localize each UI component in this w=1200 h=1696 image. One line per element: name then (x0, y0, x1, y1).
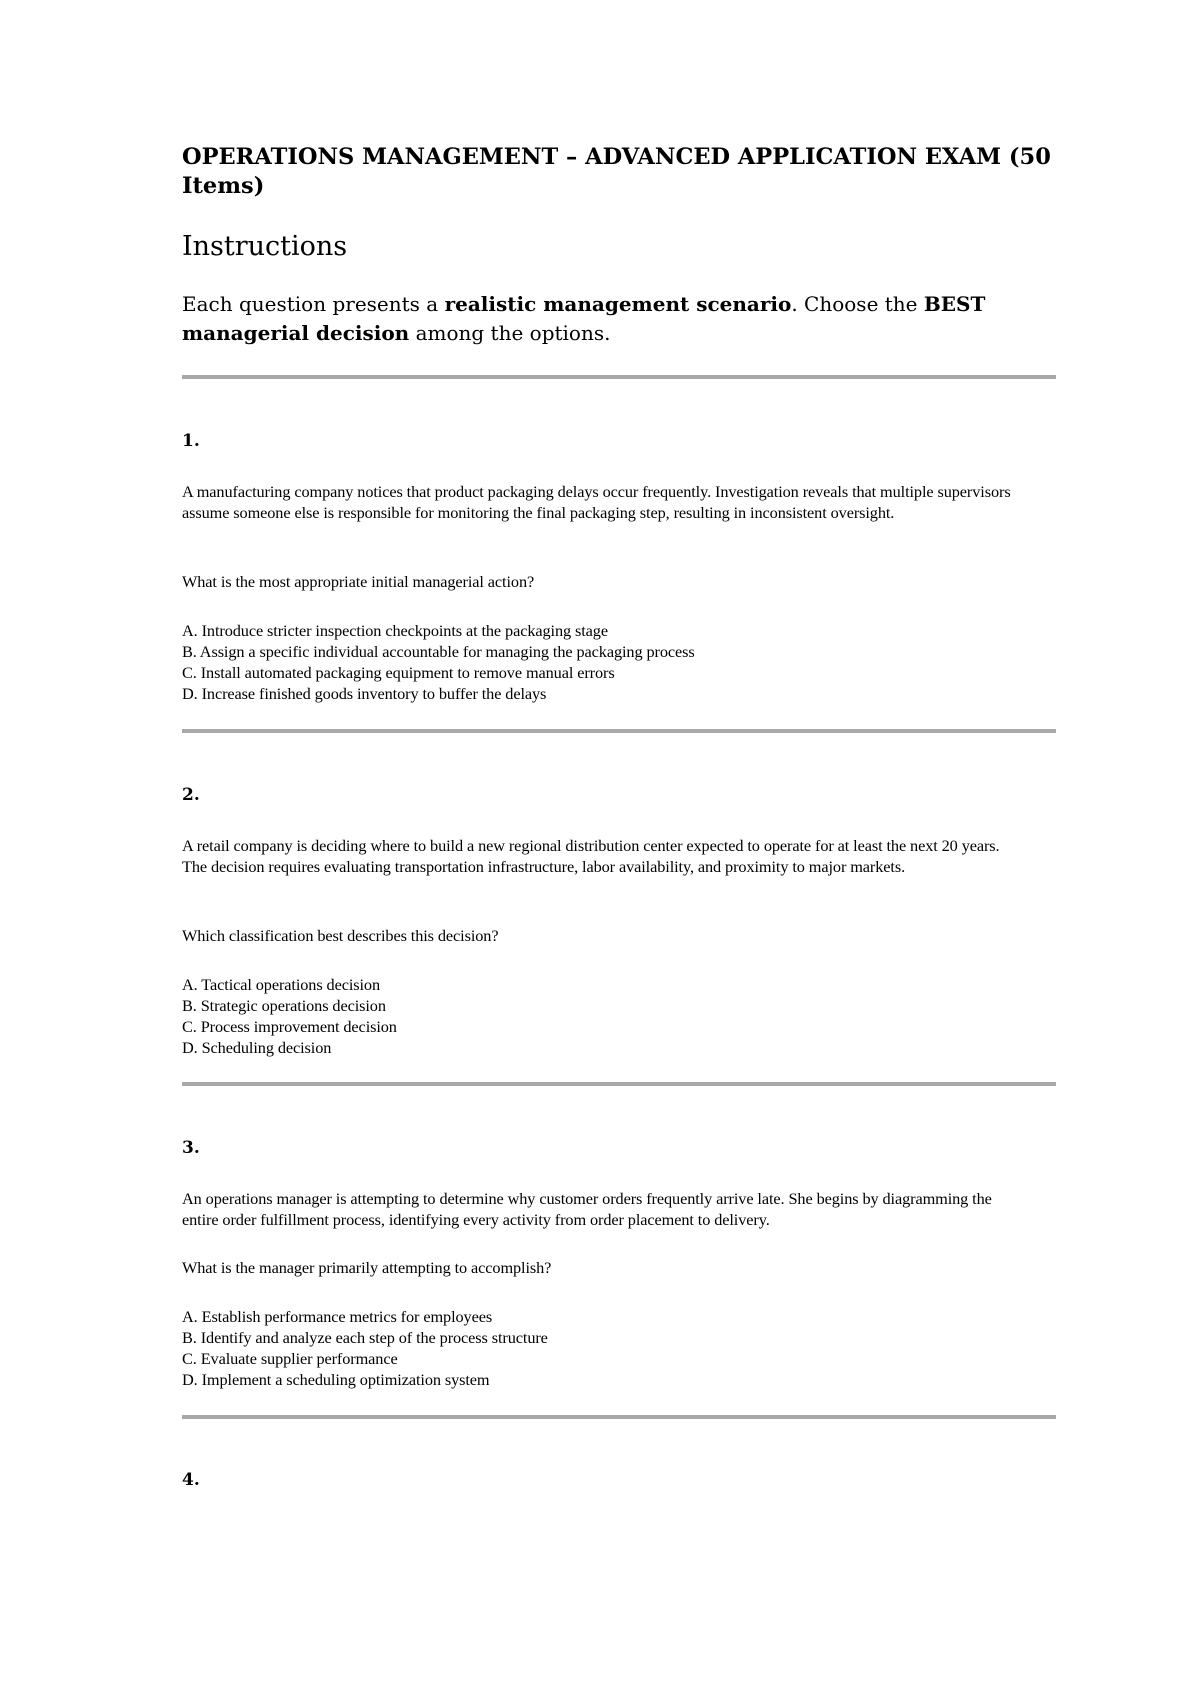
answer-options (182, 974, 1022, 1058)
instructions-text (182, 290, 1062, 348)
instructions-part: among the options. (409, 321, 611, 345)
instructions-emphasis: BEST managerial decision (182, 292, 986, 345)
answer-option: B. Assign a specific individual accountable for managing the packaging process (182, 642, 695, 661)
answer-option: C. Process improvement decision (182, 1017, 397, 1036)
question-number: 4. (182, 1470, 200, 1490)
question-number: 1. (182, 431, 200, 451)
answer-option: B. Strategic operations decision (182, 996, 386, 1015)
question-scenario: An operations manager is attempting to determine why customer orders frequently arrive late. She begins by diagramming the entire order fulfillment process, identifying every activity from order placement to delivery. (182, 1189, 992, 1229)
question-scenario: A retail company is deciding where to build a new regional distribution center expected to operate for at least the next 20 years. The decision requires evaluating transportation infrastructure, labor availability, and proximity to major markets. (182, 836, 1000, 876)
document-title: OPERATIONS MANAGEMENT – ADVANCED APPLICATION EXAM (50 Items) (182, 144, 1051, 199)
section-divider (182, 729, 1056, 733)
answer-option: A. Establish performance metrics for employees (182, 1307, 493, 1326)
answer-option: D. Increase finished goods inventory to buffer the delays (182, 684, 547, 703)
section-divider (182, 1082, 1056, 1086)
answer-option: C. Evaluate supplier performance (182, 1349, 398, 1368)
answer-option: C. Install automated packaging equipment to remove manual errors (182, 663, 615, 682)
section-divider (182, 1415, 1056, 1419)
answer-options (182, 620, 1022, 704)
question-number: 3. (182, 1138, 200, 1158)
answer-option: D. Implement a scheduling optimization system (182, 1370, 490, 1389)
answer-option: A. Introduce stricter inspection checkpoints at the packaging stage (182, 621, 608, 640)
section-divider (182, 375, 1056, 379)
question-prompt: What is the most appropriate initial managerial action? (182, 572, 535, 591)
question-scenario: A manufacturing company notices that product packaging delays occur frequently. Investigation reveals that multiple supervisors assume someone else is responsible for monitoring the final packaging step, resulting in inconsistent oversight. (182, 482, 1011, 522)
answer-option: B. Identify and analyze each step of the process structure (182, 1328, 548, 1347)
answer-option: D. Scheduling decision (182, 1038, 332, 1057)
question-prompt: Which classification best describes this decision? (182, 926, 499, 945)
instructions-part: . Choose the (791, 292, 924, 316)
instructions-heading: Instructions (182, 231, 348, 262)
answer-option: A. Tactical operations decision (182, 975, 381, 994)
question-prompt: What is the manager primarily attempting to accomplish? (182, 1258, 552, 1277)
instructions-emphasis: realistic management scenario (444, 292, 792, 316)
question-number: 2. (182, 785, 200, 805)
answer-options (182, 1306, 1022, 1390)
instructions-part: Each question presents a (182, 292, 445, 316)
